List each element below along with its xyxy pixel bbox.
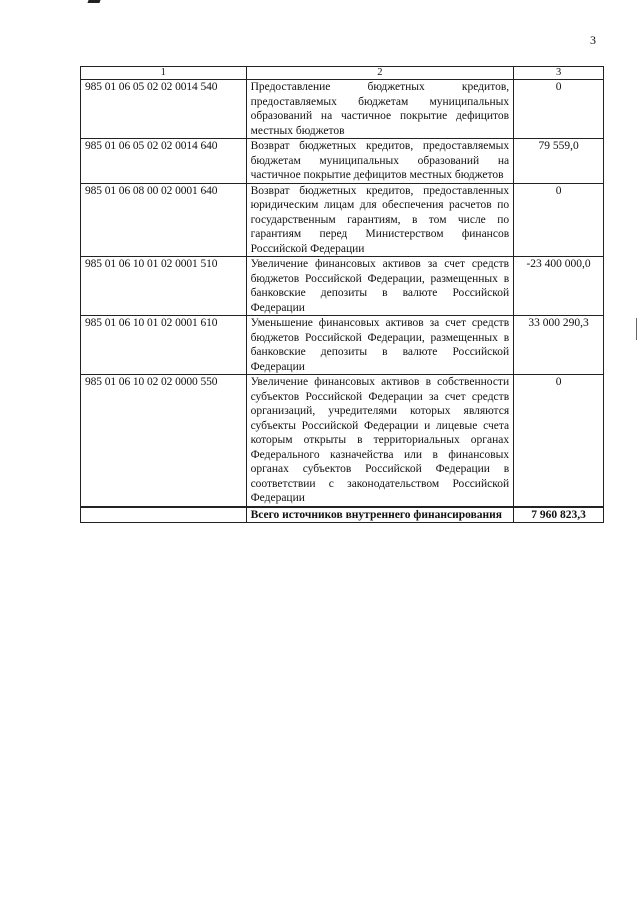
table-row xyxy=(81,375,604,507)
budget-code-cell: 985 01 06 05 02 02 0014 640 xyxy=(81,139,247,184)
description-cell: Возврат бюджетных кредитов, предоставляемых бюджетам муниципальных образований на частичное покрытие дефицитов местных бюджетов xyxy=(246,139,514,184)
financing-sources-table xyxy=(80,66,604,523)
table-row xyxy=(81,80,604,139)
budget-code-cell: 985 01 06 10 02 02 0000 550 xyxy=(81,375,247,507)
table-row xyxy=(81,257,604,316)
budget-code-cell: 985 01 06 08 00 02 0001 640 xyxy=(81,183,247,257)
amount-cell: 0 xyxy=(514,80,604,139)
table-row xyxy=(81,183,604,257)
amount-cell: 79 559,0 xyxy=(514,139,604,184)
total-amount: 7 960 823,3 xyxy=(514,507,604,523)
table-row xyxy=(81,316,604,375)
page-number: 3 xyxy=(590,33,596,47)
scan-edge-mark xyxy=(636,318,637,340)
amount-cell: 0 xyxy=(514,183,604,257)
total-label: Всего источников внутреннего финансирования xyxy=(246,507,514,523)
amount-cell: 0 xyxy=(514,375,604,507)
description-cell: Предоставление бюджетных кредитов, предоставляемых бюджетам муниципальных образований на частичное покрытие дефицитов местных бюджетов xyxy=(246,80,514,139)
budget-code-cell: 985 01 06 10 01 02 0001 510 xyxy=(81,257,247,316)
column-header-2: 2 xyxy=(246,67,514,80)
description-cell: Увеличение финансовых активов в собственности субъектов Российской Федерации за счет средств организаций, учредителями которых являются субъекты Российской Федерации и лицевые счета которым открыты в территориальных органах Федерального казначейства или в финансовых органах субъектов Российской Федерации в соответствии с законодательством Российской Федерации xyxy=(246,375,514,507)
description-cell: Уменьшение финансовых активов за счет средств бюджетов Российской Федерации, размещенных в банковские депозиты в валюте Российской Федерации xyxy=(246,316,514,375)
amount-cell: -23 400 000,0 xyxy=(514,257,604,316)
table-row xyxy=(81,139,604,184)
column-header-1: 1 xyxy=(81,67,247,80)
description-cell: Возврат бюджетных кредитов, предоставленных юридическим лицам для обеспечения расчетов по государственным гарантиям, в том числе по гарантиям перед Министерством финансов Российской Федерации xyxy=(246,183,514,257)
total-row xyxy=(81,507,604,523)
budget-code-cell: 985 01 06 05 02 02 0014 540 xyxy=(81,80,247,139)
table-header-row xyxy=(81,67,604,80)
scan-mark xyxy=(87,0,100,3)
description-cell: Увеличение финансовых активов за счет средств бюджетов Российской Федерации, размещенных в банковские депозиты в валюте Российской Федерации xyxy=(246,257,514,316)
amount-cell: 33 000 290,3 xyxy=(514,316,604,375)
total-code-cell xyxy=(81,507,247,523)
column-header-3: 3 xyxy=(514,67,604,80)
budget-code-cell: 985 01 06 10 01 02 0001 610 xyxy=(81,316,247,375)
